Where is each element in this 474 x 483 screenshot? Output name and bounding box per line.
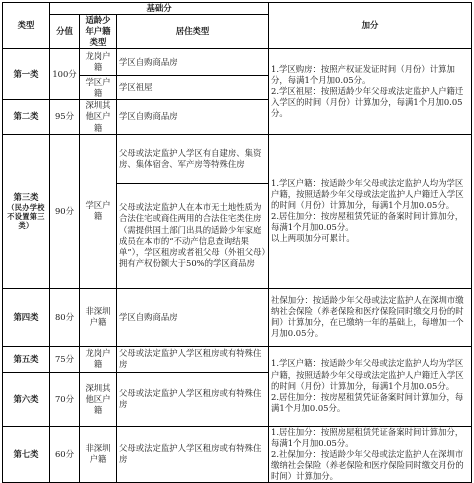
type-label: 第七类 — [3, 426, 50, 482]
table-row — [3, 346, 472, 372]
residence-type: 学区祖屋 — [117, 76, 269, 100]
table-row — [3, 49, 472, 76]
type-label: 第六类 — [3, 372, 50, 426]
type-label: 第四类 — [3, 288, 50, 346]
score-value: 90分 — [50, 134, 80, 288]
type-note: （民办学校不设置第三类） — [7, 203, 45, 231]
type-label-cell — [3, 134, 50, 288]
table-row — [3, 288, 472, 346]
residence-type: 学区自购商品房 — [117, 288, 269, 346]
residence-type: 学区自购商品房 — [117, 100, 269, 134]
hukou-type: 深圳其他区户籍 — [80, 372, 117, 426]
score-value: 60分 — [50, 426, 80, 482]
hukou-type: 龙岗户籍 — [80, 346, 117, 372]
hukou-type: 非深圳户籍 — [80, 426, 117, 482]
score-value: 100分 — [50, 49, 80, 100]
hukou-type: 学区户籍 — [80, 76, 117, 100]
header-residence-type: 居住类型 — [117, 15, 269, 49]
bonus-rule: 社保加分：按适龄少年父母或法定监护人在深圳市缴纳社会保险（养老保险和医疗保险同时缴交月份的时间）计算加分，在已缴纳一年的基础上，每增加一个月加0.05分。 — [269, 288, 472, 346]
type-label: 第五类 — [3, 346, 50, 372]
bonus-rule: 1.居住加分：按照房屋租赁凭证备案时间计算加分，每满1个月加0.05分。 2.社保加分：按适龄少年父母或法定监护人在深圳市缴纳社会保险（养老保险和医疗保险同时缴交月份的时间）计算加分。 — [269, 426, 472, 482]
header-basic-score: 基础分 — [50, 3, 269, 15]
bonus-rule: 1.学区户籍：按适龄少年父母或法定监护人均为学区户籍，按照适龄少年父母或法定监护人户籍迁入学区的时间（月份）计算加分，每满1个月加0.05分。 2.居住加分：按房屋租赁凭证的备案时间计算加分，每满1个月加0.05分。 以上两项加分可累计。 — [269, 134, 472, 288]
residence-type: 学区自购商品房 — [117, 49, 269, 76]
table-row — [3, 426, 472, 482]
hukou-type: 学区户籍 — [80, 134, 117, 288]
residence-type: 父母或法定监护人学区租房或有特殊住房 — [117, 346, 269, 372]
score-value: 80分 — [50, 288, 80, 346]
residence-type: 父母或法定监护人学区租房或有特殊住房 — [117, 372, 269, 426]
type-label: 第二类 — [3, 100, 50, 134]
hukou-type: 龙岗户籍 — [80, 49, 117, 76]
hukou-type: 深圳其他区户籍 — [80, 100, 117, 134]
score-value: 70分 — [50, 372, 80, 426]
header-hukou-type: 适龄少年户籍类型 — [80, 15, 117, 49]
bonus-rule: 1.学区户籍：按适龄少年父母或法定监护人均为学区户籍，按照适龄少年父母或法定监护人户籍迁入学区的时间（月份）计算加分，每满1个月加0.05分。 2.居住加分：按房屋租赁凭证备案时间计算加分，每满1个月加0.05分。 — [269, 346, 472, 426]
score-value: 95分 — [50, 100, 80, 134]
header-score: 分值 — [50, 15, 80, 49]
header-type: 类型 — [3, 3, 50, 49]
type-label: 第一类 — [3, 49, 50, 100]
hukou-type: 非深圳户籍 — [80, 288, 117, 346]
table-row — [3, 134, 472, 183]
admission-score-table — [2, 2, 472, 483]
residence-type: 父母或法定监护人学区有自建房、集资房、集体宿舍、军产房等特殊住房 — [117, 134, 269, 183]
bonus-rule: 1.学区购房：按照产权证发证时间（月份）计算加分，每满1个月加0.05分。 2.学区祖屋：按照适龄少年父母或法定监护人户籍迁入学区的时间（月份）计算加分，每满1个月加0.05分。 — [269, 49, 472, 134]
residence-type: 父母或法定监护人在本市无土地性质为合法住宅或商住两用的合法住宅类住房（需提供国土部门出具的适龄少年家庭成员在本市的“不动产信息查询结果单”），学区租房或者祖父母（外祖父母）拥有产权份额大于50%的学区商品房 — [117, 183, 269, 288]
header-bonus: 加分 — [269, 3, 472, 49]
residence-type: 父母或法定监护人学区租房或有特殊住房 — [117, 426, 269, 482]
type-label: 第三类 — [13, 192, 39, 203]
score-value: 75分 — [50, 346, 80, 372]
